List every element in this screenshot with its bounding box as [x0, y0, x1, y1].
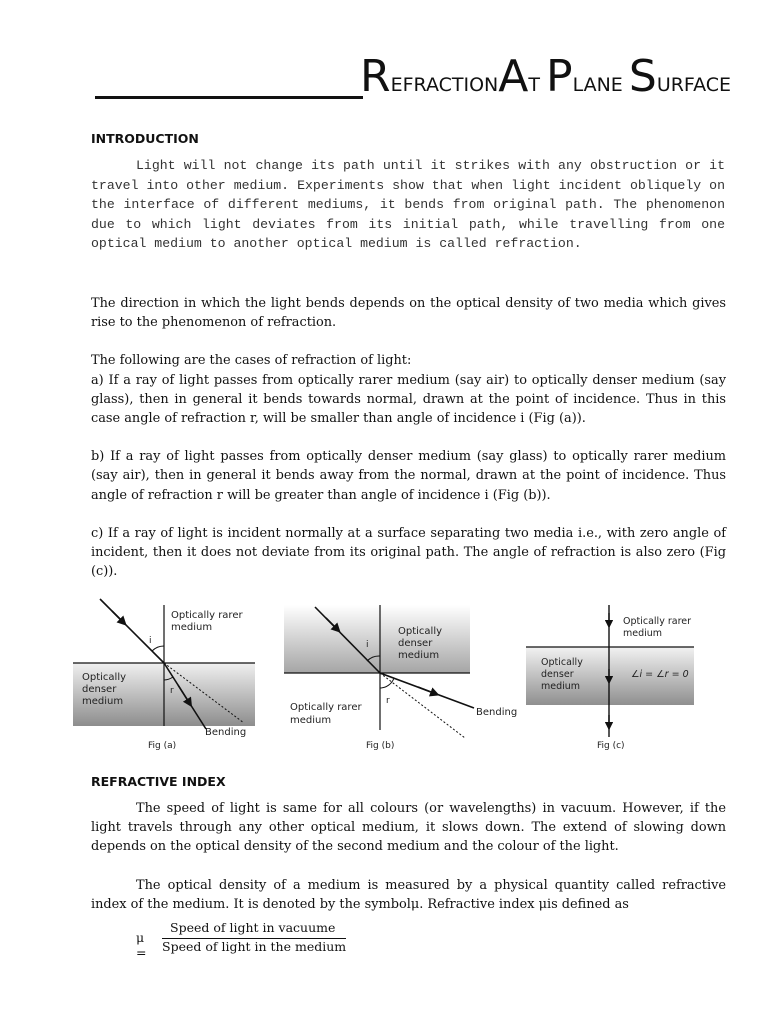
figure-a	[73, 599, 255, 751]
refractive-index-paragraph-2: The optical density of a medium is measured by a physical quantity called refractive index of the medium. It is denoted by the symbolμ. Refractive index μis defined as	[91, 877, 726, 912]
case-c-paragraph: c) If a ray of light is incident normally at a surface separating two media i.e., with zero angle of incident, then it does not deviate from its original path. The angle of refraction is also zero (Fig (c)).	[91, 525, 726, 580]
title-rule	[95, 96, 363, 99]
refractive-index-block	[91, 799, 726, 914]
fig-c-bottom-label-1: Optically	[541, 657, 583, 668]
introduction-paragraph: Light will not change its path until it strikes with any obstruction or it travel into other medium. Experiments show that when light incident obliquely on the interface of different mediums, it bends from original path. The phenomenon due to which light deviates from its initial path, while travelling from one optical medium to another optical medium is called refraction.	[91, 158, 725, 252]
case-a-paragraph: a) If a ray of light passes from optically rarer medium (say air) to optically denser medium (say glass), then in general it bends towards normal, drawn at the point of incidence. Thus in this case angle of refraction r, will be smaller than angle of incidence i (Fig (a)).	[91, 372, 726, 427]
fig-b-top-label-3: medium	[398, 650, 440, 661]
introduction-paragraph-block	[91, 156, 725, 254]
formula-denominator: Speed of light in the medium	[162, 939, 347, 954]
fig-c-equation: ∠i = ∠r = 0	[631, 669, 689, 680]
figure-c	[526, 605, 694, 751]
fig-a-angle-r: r	[170, 686, 174, 696]
title-word-4: URFACE	[656, 74, 732, 96]
refractive-index-paragraph-1: The speed of light is same for all colours (or wavelengths) in vacuum. However, if the light travels through any other optical medium, it slows down. The extend of slowing down depends on the optical density of the second medium and the colour of the light.	[91, 801, 726, 855]
fig-c-top-label-1: Optically rarer	[623, 616, 692, 627]
figure-b	[284, 605, 517, 751]
body-text-block	[91, 294, 726, 581]
fig-b-angle-r: r	[386, 696, 390, 706]
title-cap-2: A	[498, 51, 529, 102]
fig-a-angle-i: i	[149, 636, 152, 646]
fig-a-bottom-label-3: medium	[82, 696, 124, 707]
title-cap-3: P	[546, 51, 573, 102]
fig-a-top-label-2: medium	[171, 622, 213, 633]
introduction-heading: INTRODUCTION	[91, 131, 199, 146]
fig-b-bending-label: Bending	[476, 707, 518, 718]
fig-a-angle-i-arc	[152, 646, 164, 651]
fig-b-bottom-label-2: medium	[290, 715, 332, 726]
title-cap-4: S	[628, 51, 657, 102]
page-title	[360, 52, 731, 102]
fig-b-top-label-2: denser	[398, 638, 433, 649]
fig-a-bending-label: Bending	[205, 727, 247, 738]
fig-a-bottom-label-2: denser	[82, 684, 117, 695]
fig-c-caption: Fig (c)	[597, 741, 625, 751]
refraction-figures	[60, 595, 710, 760]
title-cap-1: R	[360, 51, 391, 102]
fig-a-incident-arrow	[112, 611, 124, 623]
title-word-2: T	[528, 74, 540, 96]
title-word-3: LANE	[572, 74, 623, 96]
formula-lhs: μ =	[136, 930, 147, 960]
fig-c-bottom-label-3: medium	[541, 681, 581, 692]
formula-numerator: Speed of light in vacuume	[170, 920, 336, 935]
fig-a-top-label-1: Optically rarer	[171, 610, 243, 621]
fig-b-refracted-arrow	[418, 687, 436, 694]
refractive-index-heading: REFRACTIVE INDEX	[91, 774, 226, 789]
fig-b-bottom-label-1: Optically rarer	[290, 702, 362, 713]
fig-b-denser-medium	[284, 605, 470, 673]
fig-b-caption: Fig (b)	[366, 741, 395, 751]
fig-c-top-label-2: medium	[623, 628, 663, 639]
fig-c-bottom-label-2: denser	[541, 669, 574, 680]
fig-b-angle-i: i	[366, 640, 369, 650]
fig-a-incident-ray	[100, 599, 164, 663]
fig-a-bottom-label-1: Optically	[82, 672, 127, 683]
case-b-paragraph: b) If a ray of light passes from optically denser medium (say glass) to optically rarer medium (say air), then in general it bends away from the normal, drawn at the point of incidence. Thus angle of refraction r will be greater than angle of incidence i (Fig (b)).	[91, 449, 726, 503]
fig-a-caption: Fig (a)	[148, 741, 177, 751]
cases-intro: The following are the cases of refraction of light:	[91, 353, 412, 369]
direction-paragraph: The direction in which the light bends depends on the optical density of two media which gives rise to the phenomenon of refraction.	[91, 296, 726, 331]
title-word-1: EFRACTION	[390, 74, 499, 96]
fig-b-angle-r-arc	[380, 678, 394, 688]
fig-b-top-label-1: Optically	[398, 626, 443, 637]
fig-b-undeviated-path	[380, 673, 465, 738]
